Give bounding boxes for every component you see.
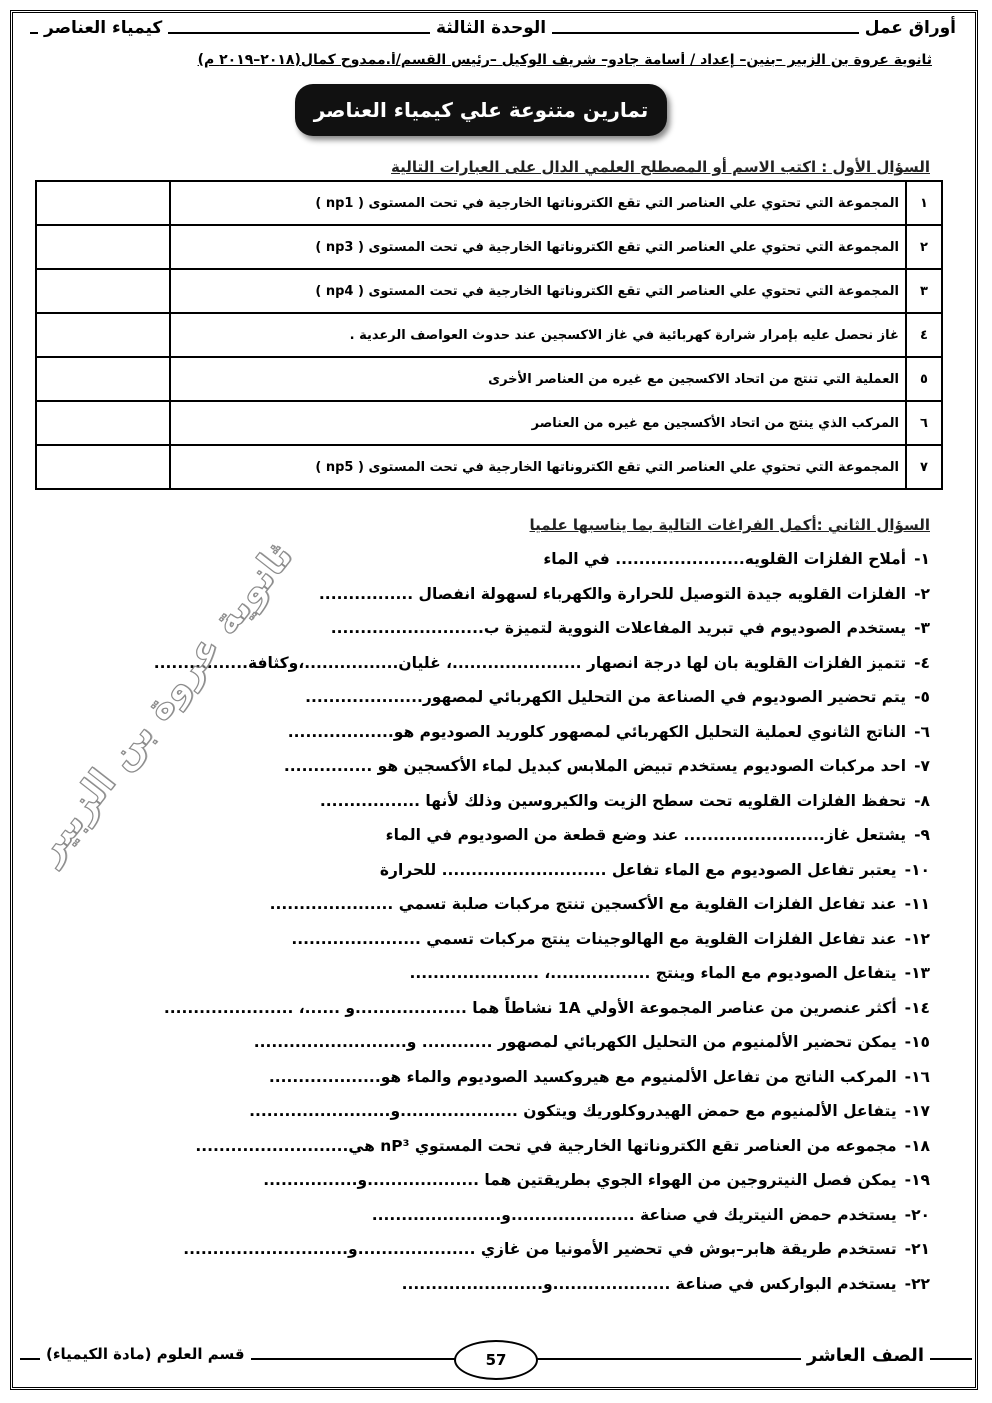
item-text: يمكن تحضير الألمنيوم من التحليل الكهربائي لمصهور ............ و.......................... <box>253 1033 897 1051</box>
row-statement: المركب الذي ينتج من اتحاد الأكسجين مع غيره من العناصر <box>170 401 906 445</box>
footer-grade: الصف العاشر <box>801 1345 930 1366</box>
list-item <box>70 749 930 784</box>
item-text: أكثر عنصرين من عناصر المجموعة الأولي 1A نشاطاً هما ...................و ......، ...................... <box>163 998 897 1017</box>
item-number: ١٦- <box>904 1067 930 1086</box>
item-number: ٣- <box>914 619 930 637</box>
list-item <box>70 956 930 991</box>
table-row <box>36 357 942 401</box>
list-item <box>70 1060 930 1095</box>
table-row <box>36 225 942 269</box>
list-item <box>70 887 930 922</box>
row-number: ٣ <box>906 269 942 313</box>
list-item <box>70 1232 930 1267</box>
definitions-table <box>35 180 943 490</box>
item-number: ١١- <box>904 895 930 913</box>
list-item <box>70 1163 930 1198</box>
row-number: ٧ <box>906 445 942 489</box>
answer-cell[interactable] <box>36 401 170 445</box>
item-text: مجموعه من العناصر تقع الكتروناتها الخارجية في تحت المستوي nP³ هي.......................... <box>195 1136 897 1155</box>
item-text: يستخدم حمض النيتريك في صناعة .....................و...................... <box>371 1205 897 1224</box>
item-number: ١٤- <box>904 998 930 1017</box>
answer-cell[interactable] <box>36 269 170 313</box>
list-item <box>70 577 930 612</box>
item-number: ٦- <box>914 722 930 741</box>
list-item <box>70 1094 930 1129</box>
item-text: يتفاعل الصوديوم مع الماء وينتج .................، ...................... <box>409 964 897 982</box>
header-worksheets: أوراق عمل <box>859 18 962 38</box>
answer-cell[interactable] <box>36 445 170 489</box>
item-text: يشتعل غاز........................ عند وضع قطعة من الصوديوم في الماء <box>385 826 907 844</box>
list-item <box>70 784 930 819</box>
footer-department: قسم العلوم (مادة الكيمياء) <box>40 1345 251 1363</box>
answer-cell[interactable] <box>36 225 170 269</box>
item-number: ٢٠- <box>904 1205 930 1224</box>
row-statement: المجموعة التي تحتوي علي العناصر التي تقع الكتروناتها الخارجية في تحت المستوى ( np1 ) <box>170 181 906 225</box>
row-statement: العملية التي تنتج من اتحاد الاكسجين مع غيره من العناصر الأخرى <box>170 357 906 401</box>
item-number: ١٢- <box>904 929 930 948</box>
row-statement: المجموعة التي تحتوي علي العناصر التي تقع الكتروناتها الخارجية في تحت المستوى ( np4 ) <box>170 269 906 313</box>
item-number: ١٠- <box>904 860 930 879</box>
list-item <box>70 542 930 577</box>
table-row <box>36 269 942 313</box>
table-row <box>36 445 942 489</box>
list-item <box>70 818 930 853</box>
item-text: تستخدم طريقة هابر–بوش في تحضير الأمونيا من غازي ....................و............................ <box>183 1240 897 1258</box>
item-number: ١٨- <box>904 1136 930 1155</box>
item-text: يتم تحضير الصوديوم في الصناعة من التحليل الكهربائي لمصهور.................... <box>305 688 907 706</box>
item-text: المركب الناتج من تفاعل الألمنيوم مع هيروكسيد الصوديوم والماء هو................... <box>268 1067 897 1086</box>
row-statement: المجموعة التي تحتوي علي العناصر التي تقع الكتروناتها الخارجية في تحت المستوى ( np5 ) <box>170 445 906 489</box>
item-number: ١- <box>914 550 930 568</box>
item-text: يستخدم الصوديوم في تبريد المفاعلات النووية لتميزة ب.......................... <box>330 619 907 637</box>
row-number: ١ <box>906 181 942 225</box>
staff-credits: ثانوية عروة بن الزبير –بنين– إعداد / أسامة جادو– شريف الوكيل –رئيس القسم/أ.ممدوح كمال(٢٠١٨–٢٠١٩ م) <box>197 52 932 68</box>
table-row <box>36 401 942 445</box>
list-item <box>70 715 930 750</box>
item-number: ٩- <box>914 826 930 844</box>
row-number: ٤ <box>906 313 942 357</box>
item-number: ١٩- <box>904 1171 930 1189</box>
item-text: أملاح الفلزات القلويه...................... في الماء <box>543 550 907 568</box>
item-text: يتفاعل الألمنيوم مع حمض الهيدروكلوريك ويتكون ....................و........................ <box>249 1102 897 1120</box>
question-2-title: السؤال الثاني :أكمل الفراغات التالية بما يناسبها علميا <box>529 516 930 534</box>
question-1-title: السؤال الأول : اكتب الاسم أو المصطلح العلمي الدال على العبارات التالية <box>391 158 930 176</box>
item-text: يستخدم البواركس في صناعة ....................و........................ <box>401 1274 897 1293</box>
answer-cell[interactable] <box>36 181 170 225</box>
item-number: ٥- <box>914 688 930 706</box>
table-row <box>36 181 942 225</box>
item-number: ٤- <box>914 653 930 672</box>
page-number: 57 <box>454 1340 538 1380</box>
item-text: عند تفاعل الفلزات القلوية مع الهالوجينات ينتج مركبات تسمي ...................... <box>291 929 897 948</box>
item-text: احد مركبات الصوديوم يستخدم تبيض الملابس كبديل لماء الأكسجين هو ............... <box>283 757 907 775</box>
school-watermark: ثانوية عروة بن الزبير <box>25 533 302 870</box>
item-text: يعتبر تفاعل الصوديوم مع الماء تفاعل ............................ للحرارة <box>379 860 897 879</box>
list-item <box>70 922 930 957</box>
item-number: ١٥- <box>904 1033 930 1051</box>
item-text: الفلزات القلويه جيدة التوصيل للحرارة والكهرباء لسهولة انفصال ................ <box>318 584 907 603</box>
item-number: ٧- <box>914 757 930 775</box>
answer-cell[interactable] <box>36 313 170 357</box>
item-text: تحفظ الفلزات القلويه تحت سطح الزيت والكيروسين وذلك لأنها ................. <box>319 791 907 810</box>
item-text: عند تفاعل الفلزات القلوية مع الأكسجين تنتج مركبات صلبة تسمي ..................... <box>269 895 897 913</box>
answer-cell[interactable] <box>36 357 170 401</box>
row-statement: غاز نحصل عليه بإمرار شرارة كهربائية في غاز الاكسجين عند حدوث العواصف الرعدية . <box>170 313 906 357</box>
row-number: ٥ <box>906 357 942 401</box>
row-statement: المجموعة التي تحتوي علي العناصر التي تقع الكتروناتها الخارجية في تحت المستوى ( np3 ) <box>170 225 906 269</box>
list-item <box>70 853 930 888</box>
item-number: ١٧- <box>904 1102 930 1120</box>
list-item <box>70 1025 930 1060</box>
row-number: ٦ <box>906 401 942 445</box>
table-row <box>36 313 942 357</box>
list-item <box>70 1267 930 1302</box>
list-item <box>70 991 930 1026</box>
item-number: ٢٢- <box>904 1274 930 1293</box>
item-number: ١٣- <box>904 964 930 982</box>
row-number: ٢ <box>906 225 942 269</box>
item-number: ٢١- <box>904 1240 930 1258</box>
list-item <box>70 1198 930 1233</box>
title-banner: تمارين متنوعة علي كيمياء العناصر <box>295 84 667 136</box>
item-text: يمكن فصل النيتروجين من الهواء الجوي بطريقتين هما ...................و................ <box>263 1171 897 1189</box>
header-unit: الوحدة الثالثة <box>430 18 552 38</box>
list-item <box>70 1129 930 1164</box>
item-number: ٨- <box>914 791 930 810</box>
item-text: الناتج الثانوي لعملية التحليل الكهربائي لمصهور كلوريد الصوديوم هو.................. <box>287 722 907 741</box>
header-subject: كيمياء العناصر <box>38 18 168 38</box>
item-number: ٢- <box>914 584 930 603</box>
item-text: تتميز الفلزات القلوية بان لها درجة انصهار ......................، غليان................،وكثافة................ <box>153 653 907 672</box>
